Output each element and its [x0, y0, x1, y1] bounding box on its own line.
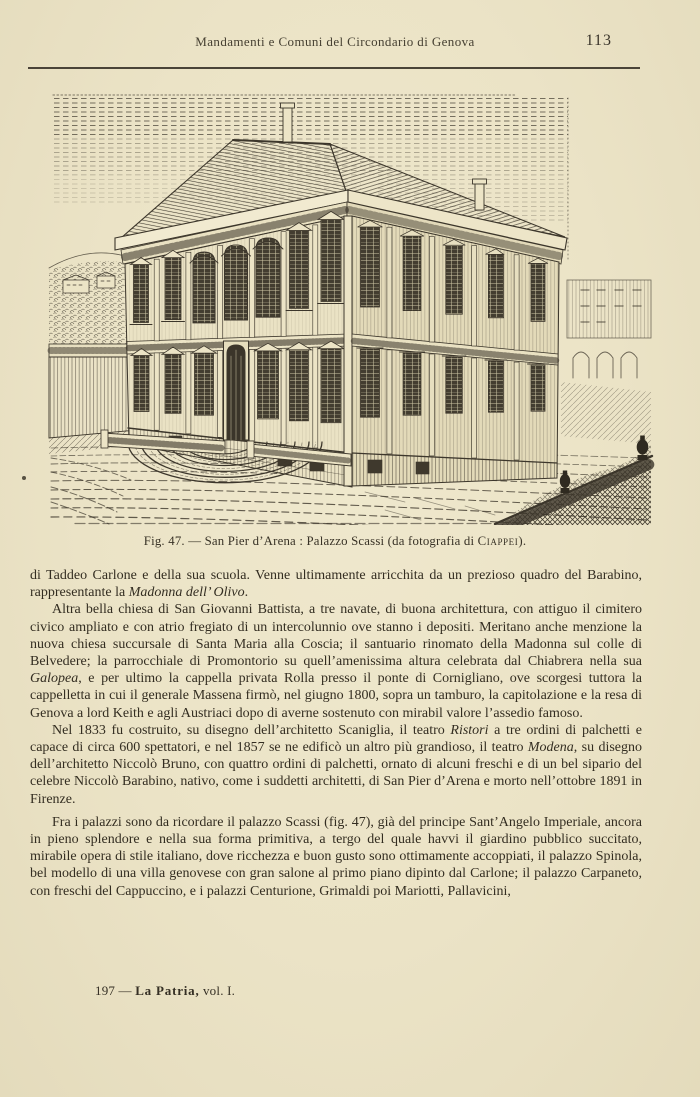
palazzo-engraving	[45, 92, 655, 525]
ink-spot-artifact	[22, 476, 26, 480]
italic-text: Ristori	[450, 722, 489, 738]
caption-suffix: ).	[518, 534, 527, 548]
text-run: , su disegno dell’architetto Niccolò Bruno, con quattro ordini di palchetti, ornato di alcuni freschi e di un bel sipario del celebre Niccolò Barabino, nativo, come i suddetti architetti, di San Pier d’Arena e morto nell’ottobre 1891 in Firenze.	[30, 740, 643, 807]
footer-signature: 197 —	[95, 983, 136, 998]
text-run: di Taddeo Carlone e della sua scuola. Venne ultimamente arricchita da un prezioso quadro del Barabino, rappresentante la	[30, 568, 642, 601]
italic-text: Galopea	[30, 671, 79, 687]
running-header	[28, 34, 642, 54]
corner-pilaster	[344, 216, 352, 486]
text-run: Nel 1833 fu costruito, su disegno dell’architetto Scaniglia, il teatro	[52, 722, 451, 738]
footer-volume: vol. I.	[199, 983, 236, 998]
text-run: Altra bella chiesa di San Giovanni Battista, a tre navate, di buona architettura, con attiguo il cimitero civico ampliato e con atrio fregiato di un intercolunnio ove stanno i depositi. Meritano anche menzione la nuova chiesa succursale di Santa Maria alla Coscia; il santuario rinomato della Madonna sul colle di Belvedere; la parrocchiale di Promontorio su quell’amenissima altura celebrata dal Chiabrera nella sua	[30, 602, 642, 670]
page-number: 113	[585, 32, 612, 49]
background-buildings-right	[561, 280, 651, 444]
text-run: Fra i palazzi sono da ricordare il palazzo Scassi (fig. 47), già del principe Sant’Angelo Imperiale, ancora in pieno splendore e nella sua forma primitiva, a tergo del quale havvi il giardino pubblico succitato, mirabile opera di stile italiano, dove ricchezza e buon gusto sono ottimamente accoppiati, il palazzo Spinola, bel modello di una villa genovese con gran salone al primo piano dipinto dal Carlone; il palazzo Carpaneto, con freschi del Cappuccino, e i palazzi Centurione, Grimaldi poi Mariotti, Pallavicini,	[30, 814, 642, 899]
body-text	[30, 567, 642, 900]
italic-text: Madonna dell’ Olivo	[128, 585, 245, 601]
page-footer	[95, 983, 235, 999]
running-header-title: Mandamenti e Comuni del Circondario di Genova	[195, 34, 475, 49]
body-paragraph	[30, 601, 642, 721]
body-paragraph	[30, 814, 642, 900]
header-rule	[28, 67, 640, 69]
caption-text: Fig. 47. — San Pier d’Arena : Palazzo Scassi (da fotografia di	[143, 534, 478, 548]
foreground-left-paving	[51, 458, 131, 524]
palazzo-engraving-figure	[45, 92, 655, 525]
text-run: , e per ultimo la cappella privata Rolla presso il ponte di Cornigliano, ove scorgesi tuttora la cappelletta in cui il generale Massena firmò, nel giugno 1800, sopra un tamburo, la capitolazione e la resa di Genova a lord Keith e agli Austriaci dopo di averne sostenuto con mirabil valore l’assedio famoso.	[30, 671, 642, 721]
body-paragraph	[30, 567, 642, 601]
body-paragraph	[30, 722, 642, 808]
caption-photographer: Ciappei	[477, 534, 519, 548]
italic-text: Modena	[527, 740, 574, 756]
entrance-door	[224, 341, 249, 440]
text-run: .	[244, 585, 249, 601]
figure-caption	[28, 534, 642, 549]
side-facade	[352, 216, 559, 486]
text-run: a tre ordini di palchetti e capace di circa 600 spettatori, e nel 1857 se ne edificò un altro più grandioso, il teatro	[30, 722, 642, 756]
footer-work-title: La Patria,	[135, 983, 200, 998]
